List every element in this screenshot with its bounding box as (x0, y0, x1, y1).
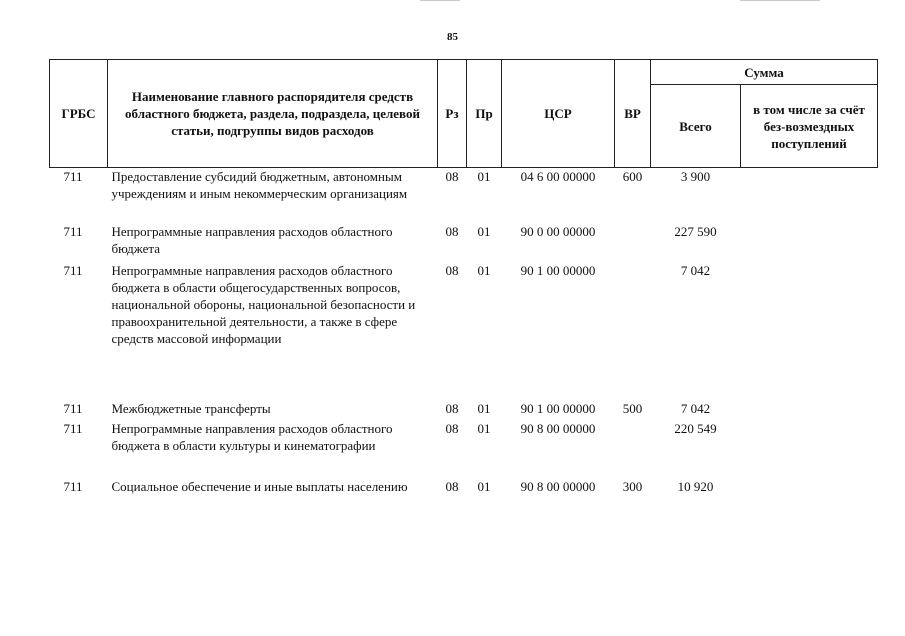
cell-rz: 08 (445, 263, 459, 278)
cell-csr: 90 1 00 00000 (520, 263, 596, 278)
scan-artifact (740, 0, 820, 1)
table-row (50, 223, 878, 262)
budget-table (49, 59, 878, 518)
cell-free (741, 478, 878, 518)
table-row (50, 262, 878, 400)
cell-name: Межбюджетные трансферты (111, 401, 271, 416)
cell-rz: 08 (445, 479, 459, 494)
cell-name: Предоставление субсидий бюджетным, автономным учреждениям и иным некоммерческим организациям (111, 169, 408, 201)
table-row (50, 400, 878, 420)
header-grbs: ГРБС (50, 60, 108, 168)
header-free: в том числе за счёт без-возмездных поступлений (741, 85, 878, 168)
table-row (50, 420, 878, 478)
cell-vr (615, 262, 651, 400)
cell-rz: 08 (445, 224, 459, 239)
cell-name: Непрограммные направления расходов областного бюджета в области культуры и кинематографии (111, 421, 393, 453)
cell-name: Непрограммные направления расходов областного бюджета (111, 224, 393, 256)
header-csr: ЦСР (502, 60, 615, 168)
cell-free (741, 400, 878, 420)
cell-pr: 01 (477, 263, 491, 278)
table-row (50, 168, 878, 224)
cell-free (741, 420, 878, 478)
cell-total: 7 042 (680, 263, 711, 278)
table-row (50, 478, 878, 518)
cell-vr (615, 223, 651, 262)
header-total: Всего (651, 85, 741, 168)
header-vr: ВР (615, 60, 651, 168)
cell-rz: 08 (445, 401, 459, 416)
cell-free (741, 168, 878, 224)
cell-vr (615, 420, 651, 478)
cell-free (741, 262, 878, 400)
cell-vr: 600 (622, 169, 643, 184)
cell-csr: 90 1 00 00000 (520, 401, 596, 416)
cell-pr: 01 (477, 479, 491, 494)
scan-artifact (420, 0, 460, 1)
cell-total: 7 042 (680, 401, 711, 416)
cell-name: Социальное обеспечение и иные выплаты населению (111, 479, 408, 494)
cell-vr: 500 (622, 401, 643, 416)
header-name: Наименование главного распорядителя средств областного бюджета, раздела, подраздела, целевой статьи, подгруппы видов расходов (108, 60, 438, 168)
cell-grbs: 711 (63, 224, 83, 239)
cell-pr: 01 (477, 421, 491, 436)
cell-name: Непрограммные направления расходов областного бюджета в области общегосударственных вопросов, национальной обороны, национальной безопасности и правоохранительной деятельности, а также в сфере средств массовой информации (111, 263, 416, 346)
cell-csr: 90 0 00 00000 (520, 224, 596, 239)
table-header (50, 60, 878, 168)
cell-total: 220 549 (674, 421, 717, 436)
table-body (50, 168, 878, 519)
cell-total: 10 920 (677, 479, 714, 494)
cell-grbs: 711 (63, 169, 83, 184)
cell-vr: 300 (622, 479, 643, 494)
header-pr: Пр (467, 60, 502, 168)
cell-total: 3 900 (680, 169, 711, 184)
cell-grbs: 711 (63, 401, 83, 416)
cell-pr: 01 (477, 169, 491, 184)
cell-rz: 08 (445, 169, 459, 184)
cell-total: 227 590 (674, 224, 717, 239)
cell-csr: 04 6 00 00000 (520, 169, 596, 184)
cell-csr: 90 8 00 00000 (520, 479, 596, 494)
cell-csr: 90 8 00 00000 (520, 421, 596, 436)
cell-pr: 01 (477, 401, 491, 416)
page-number: 85 (447, 31, 458, 43)
cell-grbs: 711 (63, 263, 83, 278)
cell-pr: 01 (477, 224, 491, 239)
header-rz: Рз (438, 60, 467, 168)
cell-free (741, 223, 878, 262)
cell-grbs: 711 (63, 479, 83, 494)
header-sum: Сумма (651, 60, 878, 85)
cell-grbs: 711 (63, 421, 83, 436)
cell-rz: 08 (445, 421, 459, 436)
